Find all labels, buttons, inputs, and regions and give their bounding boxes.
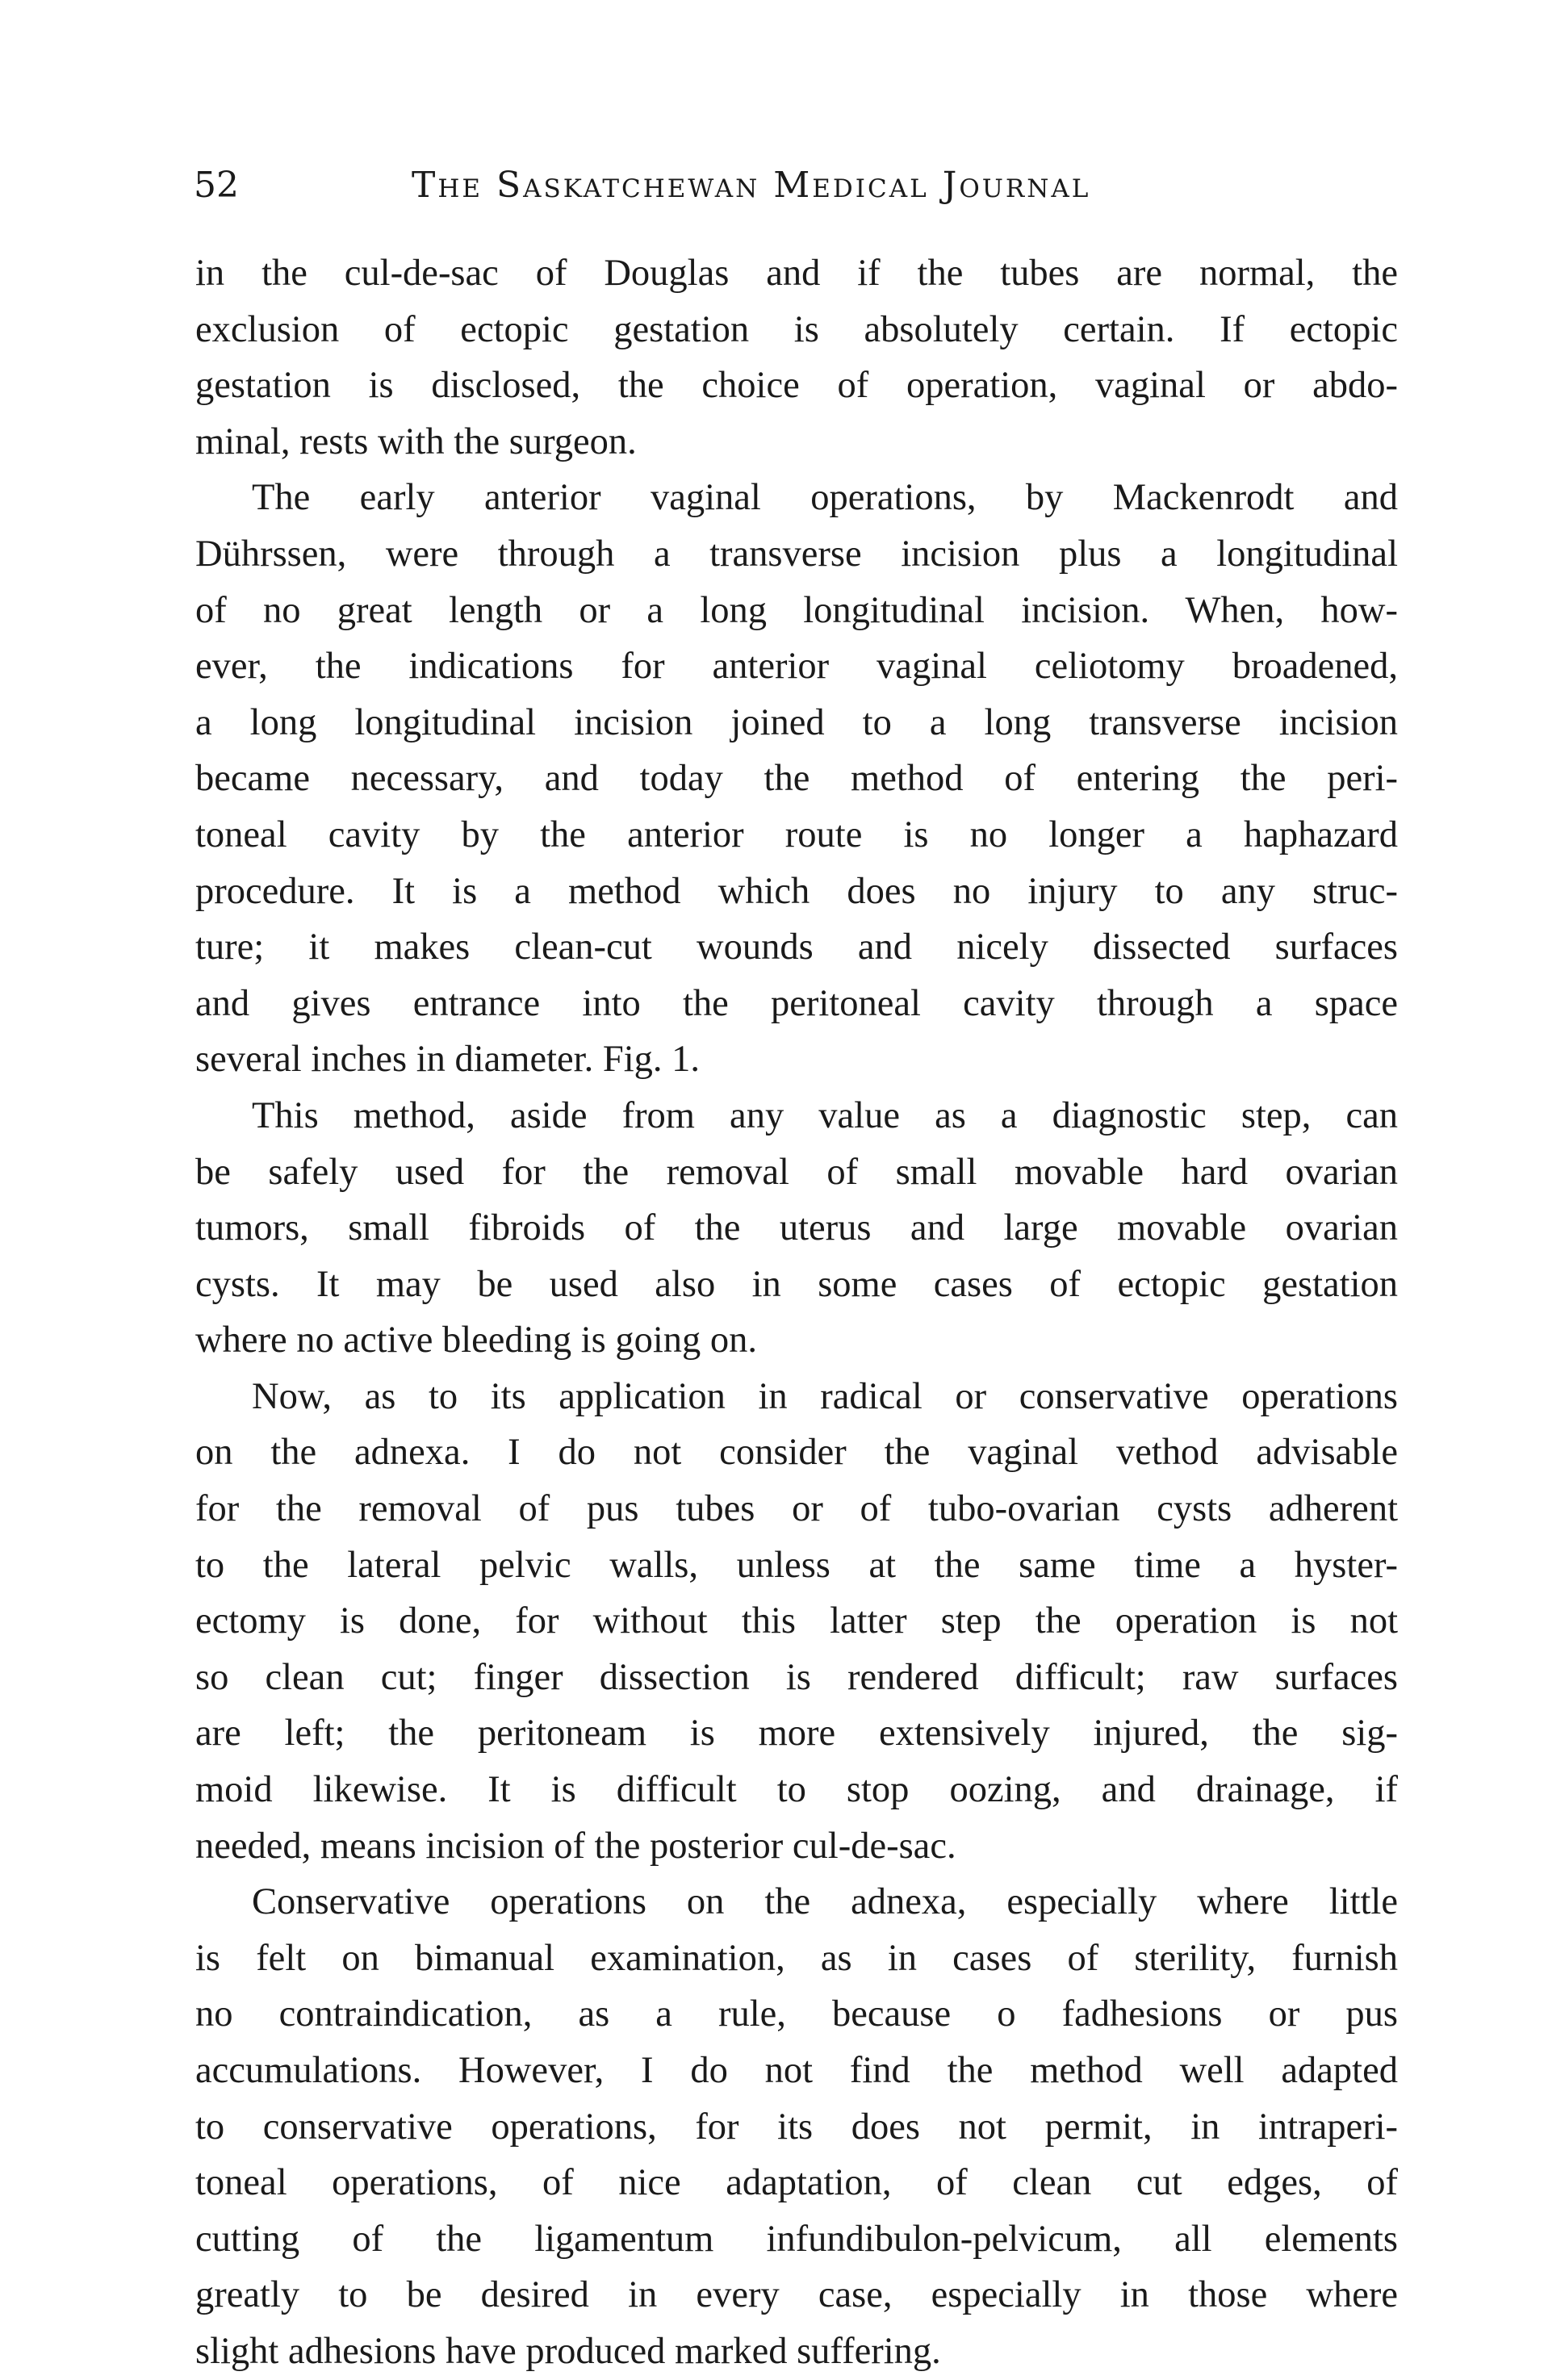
text-line: for the removal of pus tubes or of tubo-ovarian cysts adherent	[195, 1488, 1398, 1530]
text-line: to conservative operations, for its does not permit, in intraperi-	[195, 2106, 1398, 2148]
text-line: in the cul-de-sac of Douglas and if the tubes are normal, the	[195, 253, 1398, 294]
text-line: where no active bleeding is going on.	[195, 1320, 758, 1361]
text-line: procedure. It is a method which does no injury to any struc-	[195, 870, 1398, 912]
text-line: accumulations. However, I do not find the method well adapted	[195, 2050, 1398, 2091]
text-line: became necessary, and today the method of entering the peri-	[195, 758, 1398, 800]
journal-title: The Saskatchewan Medical Journal	[412, 165, 1091, 206]
text-line: so clean cut; finger dissection is rendered difficult; raw surfaces	[195, 1656, 1398, 1698]
text-line: several inches in diameter. Fig. 1.	[195, 1039, 701, 1081]
text-line: a long longitudinal incision joined to a long transverse incision	[195, 701, 1398, 743]
text-line: be safely used for the removal of small movable hard ovarian	[195, 1151, 1398, 1193]
text-line: Conservative operations on the adnexa, especially where little	[252, 1881, 1398, 1923]
text-line: This method, aside from any value as a diagnostic step, can	[252, 1094, 1398, 1136]
text-line: greatly to be desired in every case, especially in those where	[195, 2274, 1398, 2316]
body-text	[195, 245, 1398, 2380]
text-line: is felt on bimanual examination, as in cases of sterility, furnish	[195, 1937, 1398, 1979]
text-line: cysts. It may be used also in some cases of ectopic gestation	[195, 1263, 1398, 1305]
text-line: ture; it makes clean-cut wounds and nicely dissected surfaces	[195, 926, 1398, 968]
text-line: ever, the indications for anterior vaginal celiotomy broadened,	[195, 646, 1398, 688]
text-line: toneal operations, of nice adaptation, of clean cut edges, of	[195, 2162, 1398, 2204]
text-line: to the lateral pelvic walls, unless at the same time a hyster-	[195, 1544, 1398, 1586]
text-line: ectomy is done, for without this latter step the operation is not	[195, 1600, 1398, 1642]
text-line: toneal cavity by the anterior route is no longer a haphazard	[195, 814, 1398, 855]
text-line: slight adhesions have produced marked suffering.	[195, 2330, 941, 2372]
text-line: Dührssen, were through a transverse incision plus a longitudinal	[195, 533, 1398, 575]
text-line: are left; the peritoneam is more extensively injured, the sig-	[195, 1713, 1398, 1755]
page-number: 52	[194, 165, 239, 206]
text-line: needed, means incision of the posterior cul-de-sac.	[195, 1825, 956, 1867]
text-line: Now, as to its application in radical or conservative operations	[252, 1375, 1398, 1417]
text-line: exclusion of ectopic gestation is absolutely certain. If ectopic	[195, 308, 1398, 350]
text-line: on the adnexa. I do not consider the vaginal vethod advisable	[195, 1432, 1398, 1474]
text-line: minal, rests with the surgeon.	[195, 420, 637, 462]
text-line: and gives entrance into the peritoneal cavity through a space	[195, 982, 1398, 1024]
text-line: gestation is disclosed, the choice of operation, vaginal or abdo-	[195, 365, 1398, 407]
text-line: moid likewise. It is difficult to stop oozing, and drainage, if	[195, 1769, 1398, 1811]
text-line: cutting of the ligamentum infundibulon-pelvicum, all elements	[195, 2218, 1398, 2260]
running-head	[194, 161, 1404, 210]
text-line: tumors, small fibroids of the uterus and large movable ovarian	[195, 1207, 1398, 1249]
text-line: The early anterior vaginal operations, by Mackenrodt and	[252, 477, 1398, 519]
text-line: of no great length or a long longitudinal incision. When, how-	[195, 589, 1398, 631]
text-line: no contraindication, as a rule, because o fadhesions or pus	[195, 1993, 1398, 2035]
